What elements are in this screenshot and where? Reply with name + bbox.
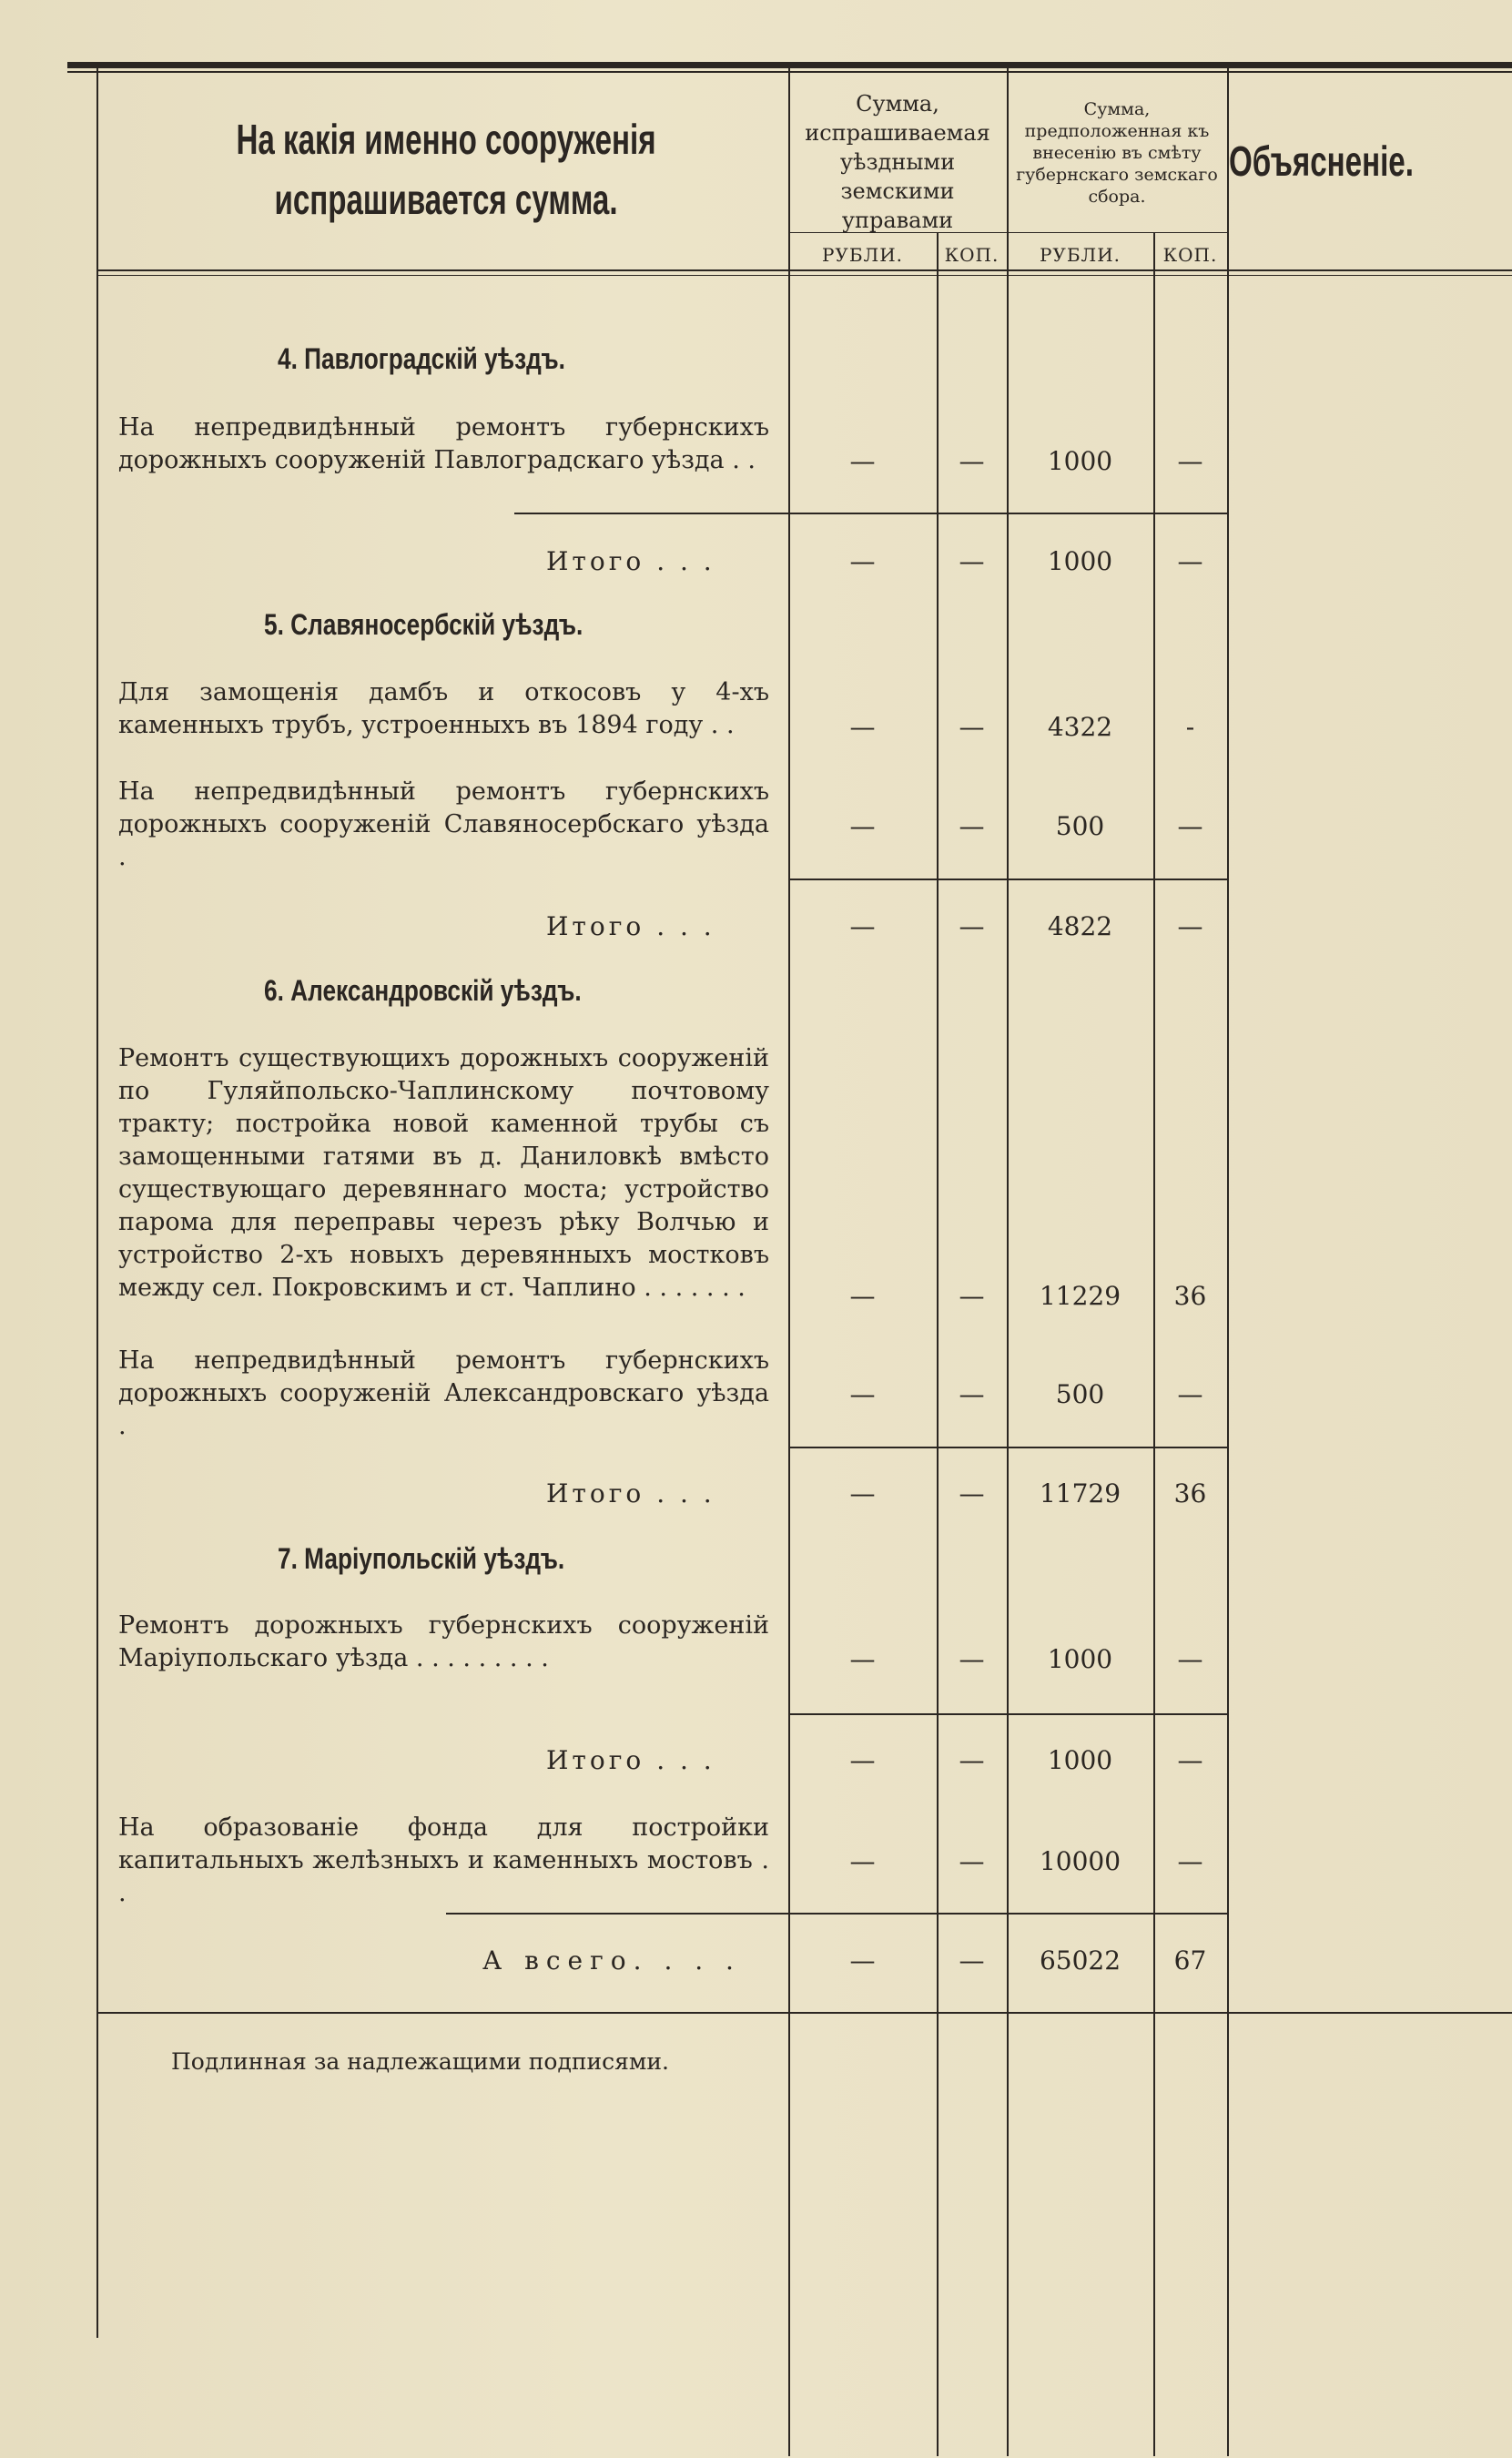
section-title: 7. Маріупольскій уѣздъ. — [278, 1542, 565, 1575]
header-req-rub: РУБЛИ. — [821, 244, 904, 266]
col-divider-prop — [1007, 68, 1009, 2456]
header-bottom-rule-thin — [96, 275, 1512, 276]
row-text: На образованіе фонда для постройки капитальныхъ желѣзныхъ и каменныхъ мостовъ . . — [118, 1813, 769, 1907]
req-rub: — — [849, 1846, 876, 1876]
prop-rub: 10000 — [1039, 1846, 1121, 1876]
prop-rub: 1000 — [1047, 1745, 1113, 1775]
row-text: На непредвидѣнный ремонтъ губернскихъ дорожныхъ сооруженій Александровскаго уѣзда . — [118, 1346, 769, 1440]
req-kop: — — [959, 1745, 985, 1775]
prop-kop: — — [1177, 811, 1203, 841]
prop-kop: — — [1177, 1846, 1203, 1876]
req-rub: — — [849, 546, 876, 576]
total-label: Итого . . . — [546, 1745, 715, 1775]
prop-rub: 500 — [1055, 811, 1105, 841]
prop-rub: 500 — [1055, 1379, 1105, 1409]
total-label: Итого . . . — [546, 546, 715, 576]
header-req-kop: КОП. — [944, 244, 1000, 266]
req-kop: — — [959, 1379, 985, 1409]
req-rub: — — [849, 1945, 876, 1976]
req-kop: — — [959, 1846, 985, 1876]
req-rub: — — [849, 712, 876, 742]
req-kop: — — [959, 1945, 985, 1976]
prop-kop: — — [1177, 1379, 1203, 1409]
req-kop: — — [959, 446, 985, 476]
req-rub: — — [849, 1644, 876, 1674]
prop-rub: 11229 — [1039, 1281, 1121, 1311]
prop-rub: 1000 — [1047, 446, 1113, 476]
col-divider-main — [788, 68, 790, 2456]
section-title: 4. Павлоградскій уѣздъ. — [278, 342, 565, 375]
header-bottom-rule — [96, 269, 1512, 271]
left-border — [96, 68, 98, 2338]
req-kop: — — [959, 811, 985, 841]
prop-rub: 65022 — [1039, 1945, 1121, 1976]
req-rub: — — [849, 1281, 876, 1311]
prop-kop: — — [1177, 911, 1203, 941]
row-text: На непредвидѣнный ремонтъ губернскихъ дорожныхъ сооруженій Славяносербскаго уѣзда . — [118, 777, 769, 871]
footer-note: Подлинная за надлежащими подписями. — [171, 2048, 669, 2075]
prop-kop: 67 — [1173, 1945, 1207, 1976]
subtotal-rule — [788, 1447, 1227, 1448]
req-rub: — — [849, 1745, 876, 1775]
req-kop: — — [959, 1478, 985, 1508]
subtotal-rule — [788, 1713, 1227, 1715]
total-label: Итого . . . — [546, 1478, 715, 1508]
top-rule — [67, 62, 1512, 68]
prop-kop: — — [1177, 1644, 1203, 1674]
req-rub: — — [849, 811, 876, 841]
row-text: На непредвидѣнный ремонтъ губернскихъ дорожныхъ сооруженій Павлоградскаго уѣзда . . — [118, 413, 769, 474]
prop-kop: — — [1177, 1745, 1203, 1775]
prop-rub: 4322 — [1047, 712, 1113, 742]
col-divider-expl — [1227, 68, 1229, 2456]
req-rub: — — [849, 1478, 876, 1508]
prop-rub: 11729 — [1039, 1478, 1121, 1508]
grand-total-label: А всего. . . . — [482, 1945, 741, 1976]
prop-kop: 36 — [1173, 1281, 1207, 1311]
header-main: На какія именно сооруженія испрашивается сумма. — [236, 116, 656, 223]
req-kop: — — [959, 546, 985, 576]
prop-kop: 36 — [1173, 1478, 1207, 1508]
header-requested: Сумма, испрашиваемая уѣздными земскими управами — [805, 91, 990, 233]
subtotal-rule — [514, 513, 1227, 514]
total-label: Итого . . . — [546, 911, 715, 941]
grand-total-rule — [446, 1913, 1227, 1915]
row-text: Для замощенія дамбъ и откосовъ у 4-хъ каменныхъ трубъ, устроенныхъ въ 1894 году . . — [118, 678, 769, 739]
req-rub: — — [849, 1379, 876, 1409]
prop-kop: — — [1177, 546, 1203, 576]
header-explanation: Объясненіе. — [1229, 137, 1414, 185]
req-rub: — — [849, 911, 876, 941]
req-rub: — — [849, 446, 876, 476]
req-kop: — — [959, 1281, 985, 1311]
prop-rub: 1000 — [1047, 546, 1113, 576]
row-text: Ремонтъ дорожныхъ губернскихъ сооруженій Маріупольскаго уѣзда . . . . . . . . . — [118, 1611, 769, 1672]
prop-rub: 1000 — [1047, 1644, 1113, 1674]
header-prop-rub: РУБЛИ. — [1039, 244, 1121, 266]
req-kop: — — [959, 712, 985, 742]
row-text: Ремонтъ существующихъ дорожныхъ сооруженій по Гуляйпольско-Чаплинскому почтовому тракту; постройка новой каменной трубы съ замощенными гатями въ д. Даниловкѣ вмѣсто существующаго деревяннаго моста; устройство парома для переправы черезъ рѣку Волчью и устройство 2-хъ новыхъ деревянныхъ мостковъ между сел. Покровскимъ и ст. Чаплино . . . . . . . — [118, 1044, 769, 1302]
section-title: 6. Александровскій уѣздъ. — [264, 974, 582, 1007]
prop-kop: — — [1177, 446, 1203, 476]
req-kop: — — [959, 1644, 985, 1674]
header-prop-kop: КОП. — [1162, 244, 1218, 266]
section-title: 5. Славяносербскій уѣздъ. — [264, 608, 583, 641]
prop-rub: 4822 — [1047, 911, 1113, 941]
req-kop: — — [959, 911, 985, 941]
subtotal-rule — [788, 879, 1227, 880]
header-proposed: Сумма, предположенная къ внесенію въ смѣту губернскаго земскаго сбора. — [1016, 99, 1218, 207]
table-bottom-rule — [96, 2012, 1512, 2014]
prop-kop: - — [1185, 712, 1195, 742]
